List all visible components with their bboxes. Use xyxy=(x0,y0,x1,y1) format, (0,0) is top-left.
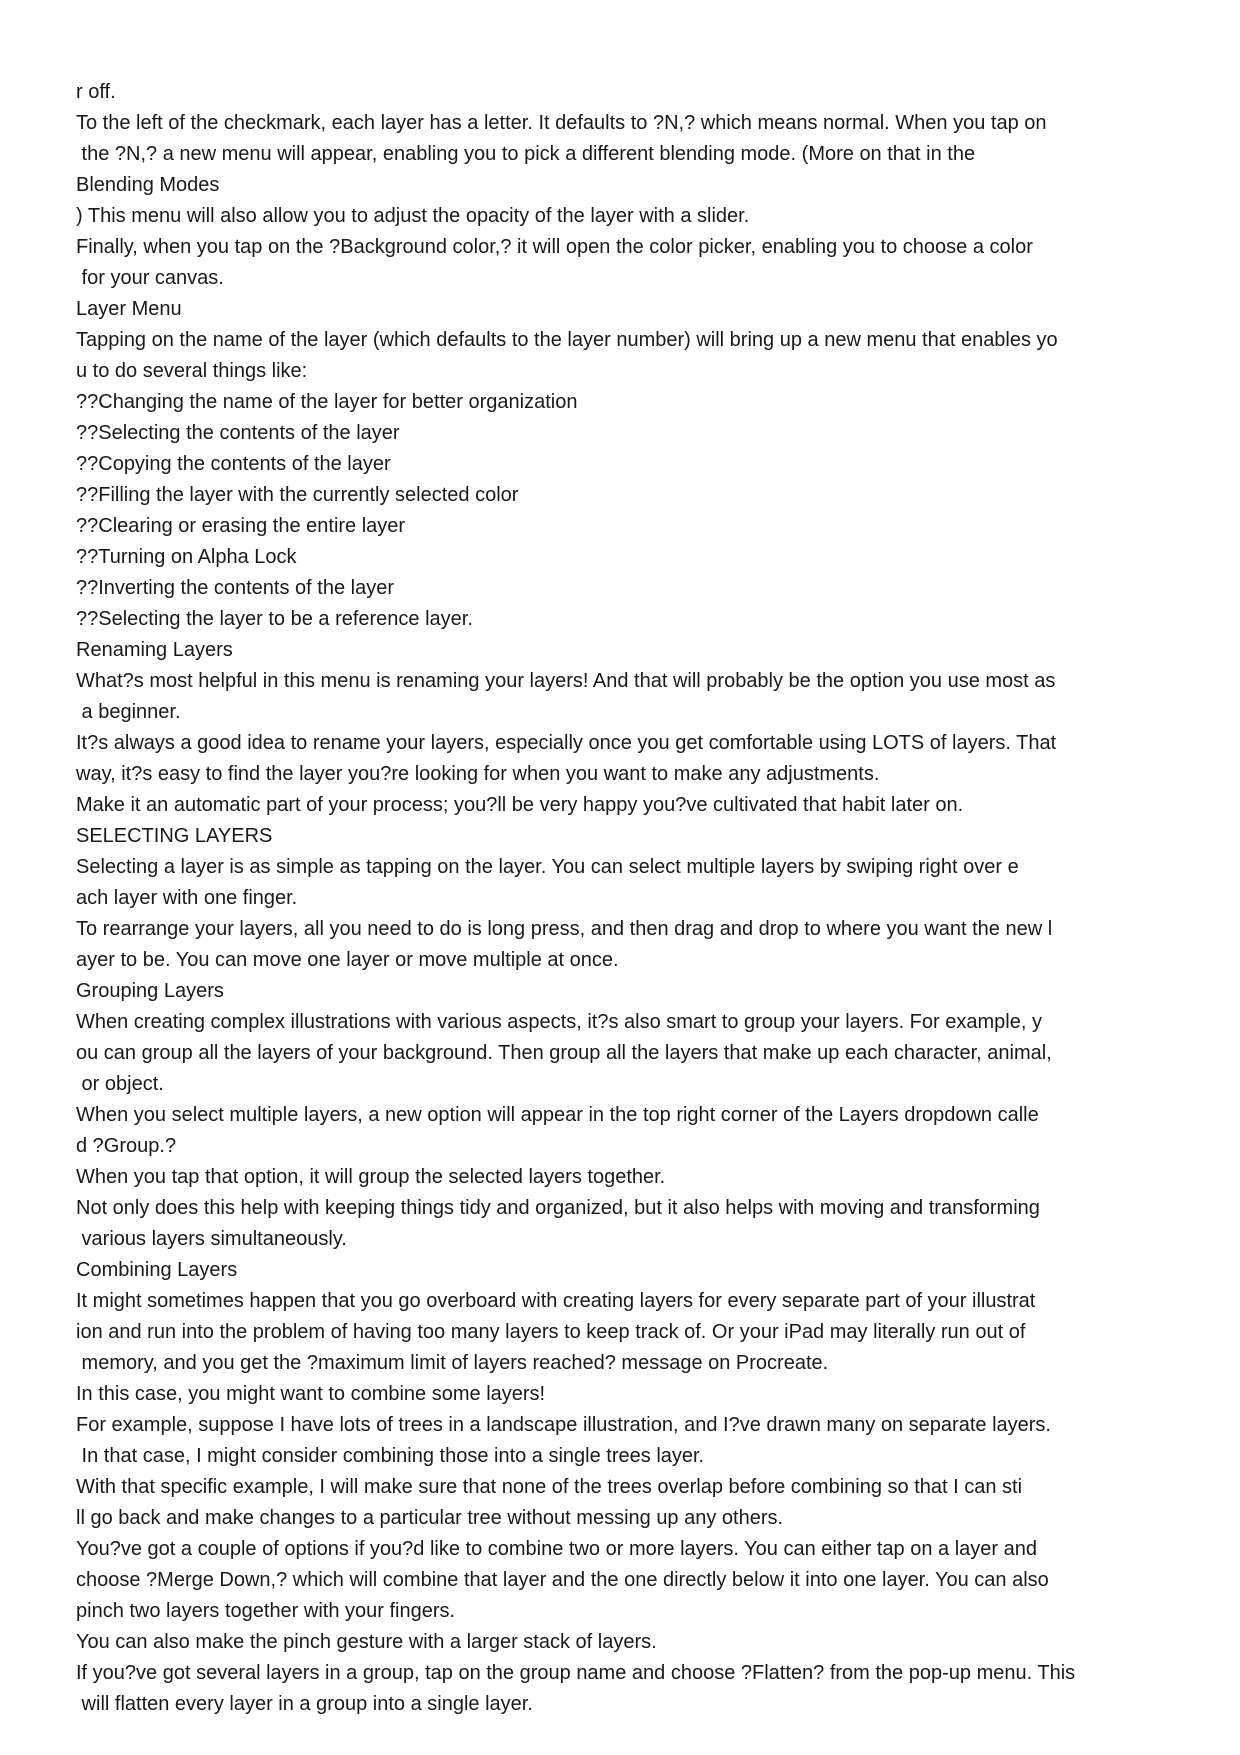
text-line: It?s always a good idea to rename your layers, especially once you get comfortable using LOTS of layers. That xyxy=(76,732,1057,754)
text-line: If you?ve got several layers in a group, tap on the group name and choose ?Flatten? from the pop-up menu. This xyxy=(76,1662,1076,1684)
text-line: To the left of the checkmark, each layer has a letter. It defaults to ?N,? which means normal. When you tap on xyxy=(76,112,1047,134)
text-line: for your canvas. xyxy=(76,267,224,289)
text-line: d ?Group.? xyxy=(76,1135,177,1157)
text-line: Layer Menu xyxy=(76,298,182,320)
text-line: Grouping Layers xyxy=(76,980,224,1002)
text-line: With that specific example, I will make sure that none of the trees overlap before combining so that I can sti xyxy=(76,1476,1023,1498)
text-line: ??Clearing or erasing the entire layer xyxy=(76,515,406,537)
text-line: will flatten every layer in a group into a single layer. xyxy=(76,1693,533,1715)
text-line: To rearrange your layers, all you need to do is long press, and then drag and drop to where you want the new l xyxy=(76,918,1053,940)
text-line: It might sometimes happen that you go overboard with creating layers for every separate part of your illustrat xyxy=(76,1290,1036,1312)
text-line: You?ve got a couple of options if you?d like to combine two or more layers. You can either tap on a layer and xyxy=(76,1538,1037,1560)
document-page xyxy=(76,77,1186,1720)
text-line: Blending Modes xyxy=(76,174,220,196)
text-line: What?s most helpful in this menu is renaming your layers! And that will probably be the option you use most as xyxy=(76,670,1056,692)
text-line: In this case, you might want to combine some layers! xyxy=(76,1383,546,1405)
text-line: choose ?Merge Down,? which will combine that layer and the one directly below it into one layer. You can also xyxy=(76,1569,1049,1591)
text-line: ??Changing the name of the layer for better organization xyxy=(76,391,578,413)
text-line: pinch two layers together with your fingers. xyxy=(76,1600,456,1622)
text-line: Selecting a layer is as simple as tapping on the layer. You can select multiple layers by swiping right over e xyxy=(76,856,1019,878)
text-line: ??Turning on Alpha Lock xyxy=(76,546,297,568)
text-line: ll go back and make changes to a particular tree without messing up any others. xyxy=(76,1507,784,1529)
text-line: ion and run into the problem of having too many layers to keep track of. Or your iPad may literally run out of xyxy=(76,1321,1026,1343)
text-line: When you tap that option, it will group the selected layers together. xyxy=(76,1166,666,1188)
text-line: r off. xyxy=(76,81,116,103)
text-line: ??Selecting the contents of the layer xyxy=(76,422,400,444)
text-line: ayer to be. You can move one layer or move multiple at once. xyxy=(76,949,619,971)
text-line: ??Inverting the contents of the layer xyxy=(76,577,394,599)
text-line: way, it?s easy to find the layer you?re looking for when you want to make any adjustments. xyxy=(76,763,880,785)
text-line: ) This menu will also allow you to adjust the opacity of the layer with a slider. xyxy=(76,205,750,227)
text-line: Combining Layers xyxy=(76,1259,238,1281)
text-line: or object. xyxy=(76,1073,164,1095)
text-line: ??Filling the layer with the currently selected color xyxy=(76,484,519,506)
text-line: Renaming Layers xyxy=(76,639,233,661)
text-line: Not only does this help with keeping things tidy and organized, but it also helps with moving and transforming xyxy=(76,1197,1040,1219)
text-line: a beginner. xyxy=(76,701,181,723)
text-line: various layers simultaneously. xyxy=(76,1228,347,1250)
text-line: Finally, when you tap on the ?Background color,? it will open the color picker, enabling you to choose a color xyxy=(76,236,1033,258)
text-line: memory, and you get the ?maximum limit of layers reached? message on Procreate. xyxy=(76,1352,829,1374)
text-line: Make it an automatic part of your process; you?ll be very happy you?ve cultivated that habit later on. xyxy=(76,794,964,816)
text-line: the ?N,? a new menu will appear, enabling you to pick a different blending mode. (More on that in the xyxy=(76,143,976,165)
text-line: ??Selecting the layer to be a reference layer. xyxy=(76,608,473,630)
text-line: For example, suppose I have lots of trees in a landscape illustration, and I?ve drawn many on separate layers. xyxy=(76,1414,1051,1436)
text-line: When creating complex illustrations with various aspects, it?s also smart to group your layers. For example, y xyxy=(76,1011,1042,1033)
text-line: In that case, I might consider combining those into a single trees layer. xyxy=(76,1445,705,1467)
text-line: u to do several things like: xyxy=(76,360,308,382)
text-line: When you select multiple layers, a new option will appear in the top right corner of the Layers dropdown calle xyxy=(76,1104,1039,1126)
text-line: ??Copying the contents of the layer xyxy=(76,453,391,475)
text-line: ou can group all the layers of your background. Then group all the layers that make up each character, animal, xyxy=(76,1042,1052,1064)
text-line: SELECTING LAYERS xyxy=(76,825,273,847)
text-line: You can also make the pinch gesture with a larger stack of layers. xyxy=(76,1631,657,1653)
text-line: Tapping on the name of the layer (which defaults to the layer number) will bring up a new menu that enables yo xyxy=(76,329,1058,351)
text-line: ach layer with one finger. xyxy=(76,887,298,909)
